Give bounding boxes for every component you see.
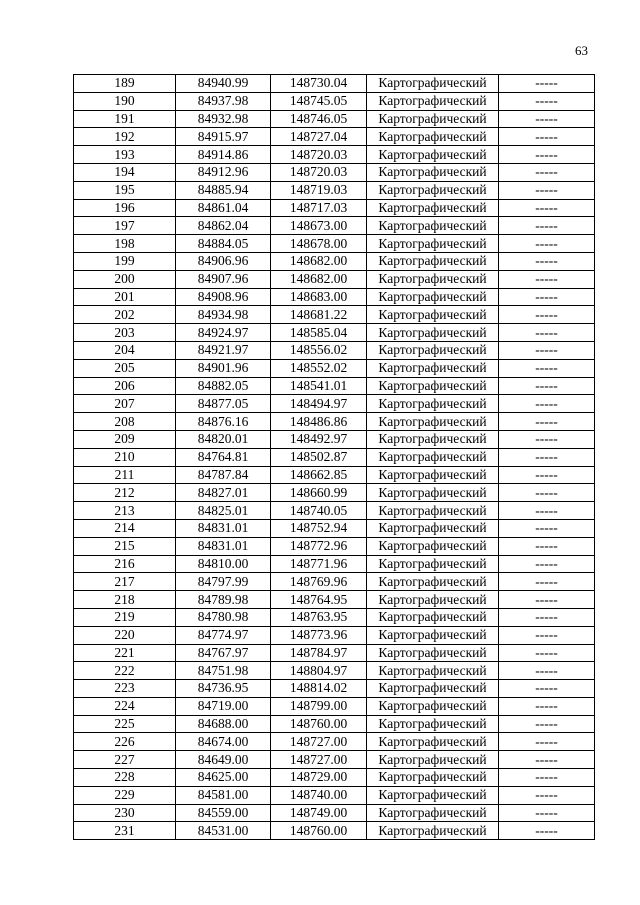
error-cell: -----	[499, 573, 595, 591]
error-cell: -----	[499, 128, 595, 146]
table-row	[74, 395, 595, 413]
table-row	[74, 804, 595, 822]
point-number-cell: 211	[74, 466, 176, 484]
y-coordinate-cell: 148673.00	[271, 217, 367, 235]
x-coordinate-cell: 84751.98	[176, 662, 271, 680]
table-row	[74, 608, 595, 626]
x-coordinate-cell: 84921.97	[176, 341, 271, 359]
x-coordinate-cell: 84820.01	[176, 430, 271, 448]
method-cell: Картографический	[367, 252, 499, 270]
point-number-cell: 229	[74, 786, 176, 804]
x-coordinate-cell: 84912.96	[176, 163, 271, 181]
y-coordinate-cell: 148772.96	[271, 537, 367, 555]
y-coordinate-cell: 148719.03	[271, 181, 367, 199]
method-cell: Картографический	[367, 306, 499, 324]
y-coordinate-cell: 148552.02	[271, 359, 367, 377]
table-row	[74, 786, 595, 804]
method-cell: Картографический	[367, 644, 499, 662]
y-coordinate-cell: 148660.99	[271, 484, 367, 502]
method-cell: Картографический	[367, 751, 499, 769]
method-cell: Картографический	[367, 484, 499, 502]
table-row	[74, 341, 595, 359]
x-coordinate-cell: 84906.96	[176, 252, 271, 270]
x-coordinate-cell: 84719.00	[176, 697, 271, 715]
point-number-cell: 197	[74, 217, 176, 235]
y-coordinate-cell: 148683.00	[271, 288, 367, 306]
y-coordinate-cell: 148804.97	[271, 662, 367, 680]
x-coordinate-cell: 84767.97	[176, 644, 271, 662]
y-coordinate-cell: 148746.05	[271, 110, 367, 128]
error-cell: -----	[499, 324, 595, 342]
x-coordinate-cell: 84831.01	[176, 537, 271, 555]
method-cell: Картографический	[367, 537, 499, 555]
method-cell: Картографический	[367, 502, 499, 520]
table-row	[74, 146, 595, 164]
x-coordinate-cell: 84882.05	[176, 377, 271, 395]
table-row	[74, 359, 595, 377]
error-cell: -----	[499, 92, 595, 110]
error-cell: -----	[499, 146, 595, 164]
error-cell: -----	[499, 626, 595, 644]
point-number-cell: 220	[74, 626, 176, 644]
coordinates-table	[73, 74, 595, 840]
table-row	[74, 697, 595, 715]
x-coordinate-cell: 84531.00	[176, 822, 271, 840]
y-coordinate-cell: 148556.02	[271, 341, 367, 359]
y-coordinate-cell: 148814.02	[271, 680, 367, 698]
y-coordinate-cell: 148740.00	[271, 786, 367, 804]
error-cell: -----	[499, 680, 595, 698]
table-row	[74, 217, 595, 235]
x-coordinate-cell: 84914.86	[176, 146, 271, 164]
error-cell: -----	[499, 359, 595, 377]
table-row	[74, 644, 595, 662]
point-number-cell: 201	[74, 288, 176, 306]
table-row	[74, 324, 595, 342]
point-number-cell: 194	[74, 163, 176, 181]
point-number-cell: 199	[74, 252, 176, 270]
y-coordinate-cell: 148727.04	[271, 128, 367, 146]
x-coordinate-cell: 84688.00	[176, 715, 271, 733]
table-row	[74, 555, 595, 573]
point-number-cell: 215	[74, 537, 176, 555]
x-coordinate-cell: 84789.98	[176, 591, 271, 609]
y-coordinate-cell: 148760.00	[271, 715, 367, 733]
error-cell: -----	[499, 217, 595, 235]
table-row	[74, 92, 595, 110]
method-cell: Картографический	[367, 822, 499, 840]
x-coordinate-cell: 84884.05	[176, 235, 271, 253]
y-coordinate-cell: 148720.03	[271, 146, 367, 164]
y-coordinate-cell: 148727.00	[271, 733, 367, 751]
y-coordinate-cell: 148769.96	[271, 573, 367, 591]
x-coordinate-cell: 84876.16	[176, 413, 271, 431]
point-number-cell: 210	[74, 448, 176, 466]
error-cell: -----	[499, 235, 595, 253]
error-cell: -----	[499, 804, 595, 822]
method-cell: Картографический	[367, 555, 499, 573]
method-cell: Картографический	[367, 270, 499, 288]
method-cell: Картографический	[367, 359, 499, 377]
x-coordinate-cell: 84780.98	[176, 608, 271, 626]
point-number-cell: 227	[74, 751, 176, 769]
error-cell: -----	[499, 110, 595, 128]
table-row	[74, 199, 595, 217]
y-coordinate-cell: 148502.87	[271, 448, 367, 466]
table-row	[74, 484, 595, 502]
y-coordinate-cell: 148720.03	[271, 163, 367, 181]
method-cell: Картографический	[367, 92, 499, 110]
y-coordinate-cell: 148749.00	[271, 804, 367, 822]
x-coordinate-cell: 84831.01	[176, 519, 271, 537]
point-number-cell: 224	[74, 697, 176, 715]
method-cell: Картографический	[367, 519, 499, 537]
method-cell: Картографический	[367, 235, 499, 253]
x-coordinate-cell: 84940.99	[176, 75, 271, 93]
y-coordinate-cell: 148541.01	[271, 377, 367, 395]
error-cell: -----	[499, 377, 595, 395]
error-cell: -----	[499, 181, 595, 199]
table-row	[74, 181, 595, 199]
x-coordinate-cell: 84825.01	[176, 502, 271, 520]
point-number-cell: 204	[74, 341, 176, 359]
x-coordinate-cell: 84559.00	[176, 804, 271, 822]
point-number-cell: 214	[74, 519, 176, 537]
method-cell: Картографический	[367, 662, 499, 680]
y-coordinate-cell: 148494.97	[271, 395, 367, 413]
error-cell: -----	[499, 822, 595, 840]
point-number-cell: 203	[74, 324, 176, 342]
y-coordinate-cell: 148729.00	[271, 769, 367, 787]
error-cell: -----	[499, 591, 595, 609]
error-cell: -----	[499, 199, 595, 217]
method-cell: Картографический	[367, 786, 499, 804]
point-number-cell: 209	[74, 430, 176, 448]
table-row	[74, 377, 595, 395]
table-body	[74, 75, 595, 840]
error-cell: -----	[499, 644, 595, 662]
error-cell: -----	[499, 341, 595, 359]
y-coordinate-cell: 148486.86	[271, 413, 367, 431]
y-coordinate-cell: 148492.97	[271, 430, 367, 448]
table-row	[74, 288, 595, 306]
x-coordinate-cell: 84901.96	[176, 359, 271, 377]
point-number-cell: 189	[74, 75, 176, 93]
table-row	[74, 235, 595, 253]
y-coordinate-cell: 148799.00	[271, 697, 367, 715]
error-cell: -----	[499, 448, 595, 466]
point-number-cell: 196	[74, 199, 176, 217]
y-coordinate-cell: 148717.03	[271, 199, 367, 217]
table-row	[74, 715, 595, 733]
x-coordinate-cell: 84797.99	[176, 573, 271, 591]
method-cell: Картографический	[367, 608, 499, 626]
method-cell: Картографический	[367, 680, 499, 698]
point-number-cell: 216	[74, 555, 176, 573]
method-cell: Картографический	[367, 163, 499, 181]
y-coordinate-cell: 148678.00	[271, 235, 367, 253]
error-cell: -----	[499, 484, 595, 502]
method-cell: Картографический	[367, 448, 499, 466]
table-row	[74, 519, 595, 537]
table-row	[74, 502, 595, 520]
method-cell: Картографический	[367, 181, 499, 199]
error-cell: -----	[499, 537, 595, 555]
x-coordinate-cell: 84625.00	[176, 769, 271, 787]
method-cell: Картографический	[367, 573, 499, 591]
point-number-cell: 198	[74, 235, 176, 253]
y-coordinate-cell: 148740.05	[271, 502, 367, 520]
method-cell: Картографический	[367, 626, 499, 644]
error-cell: -----	[499, 413, 595, 431]
table-row	[74, 413, 595, 431]
point-number-cell: 202	[74, 306, 176, 324]
y-coordinate-cell: 148662.85	[271, 466, 367, 484]
error-cell: -----	[499, 662, 595, 680]
method-cell: Картографический	[367, 715, 499, 733]
table-row	[74, 448, 595, 466]
error-cell: -----	[499, 519, 595, 537]
table-row	[74, 430, 595, 448]
y-coordinate-cell: 148760.00	[271, 822, 367, 840]
x-coordinate-cell: 84861.04	[176, 199, 271, 217]
method-cell: Картографический	[367, 217, 499, 235]
table-row	[74, 75, 595, 93]
x-coordinate-cell: 84934.98	[176, 306, 271, 324]
y-coordinate-cell: 148585.04	[271, 324, 367, 342]
table-row	[74, 751, 595, 769]
error-cell: -----	[499, 288, 595, 306]
point-number-cell: 191	[74, 110, 176, 128]
y-coordinate-cell: 148681.22	[271, 306, 367, 324]
x-coordinate-cell: 84764.81	[176, 448, 271, 466]
method-cell: Картографический	[367, 769, 499, 787]
y-coordinate-cell: 148763.95	[271, 608, 367, 626]
x-coordinate-cell: 84877.05	[176, 395, 271, 413]
method-cell: Картографический	[367, 395, 499, 413]
error-cell: -----	[499, 733, 595, 751]
point-number-cell: 206	[74, 377, 176, 395]
table-row	[74, 662, 595, 680]
method-cell: Картографический	[367, 110, 499, 128]
method-cell: Картографический	[367, 413, 499, 431]
x-coordinate-cell: 84885.94	[176, 181, 271, 199]
method-cell: Картографический	[367, 697, 499, 715]
table-row	[74, 680, 595, 698]
table-row	[74, 591, 595, 609]
table-row	[74, 163, 595, 181]
x-coordinate-cell: 84908.96	[176, 288, 271, 306]
table-row	[74, 110, 595, 128]
error-cell: -----	[499, 163, 595, 181]
y-coordinate-cell: 148730.04	[271, 75, 367, 93]
table-row	[74, 537, 595, 555]
point-number-cell: 190	[74, 92, 176, 110]
point-number-cell: 213	[74, 502, 176, 520]
point-number-cell: 205	[74, 359, 176, 377]
point-number-cell: 226	[74, 733, 176, 751]
table-row	[74, 252, 595, 270]
x-coordinate-cell: 84774.97	[176, 626, 271, 644]
point-number-cell: 222	[74, 662, 176, 680]
table-row	[74, 769, 595, 787]
error-cell: -----	[499, 502, 595, 520]
error-cell: -----	[499, 769, 595, 787]
point-number-cell: 225	[74, 715, 176, 733]
point-number-cell: 212	[74, 484, 176, 502]
method-cell: Картографический	[367, 377, 499, 395]
y-coordinate-cell: 148773.96	[271, 626, 367, 644]
method-cell: Картографический	[367, 466, 499, 484]
point-number-cell: 228	[74, 769, 176, 787]
point-number-cell: 231	[74, 822, 176, 840]
y-coordinate-cell: 148682.00	[271, 270, 367, 288]
table-row	[74, 306, 595, 324]
point-number-cell: 208	[74, 413, 176, 431]
method-cell: Картографический	[367, 341, 499, 359]
point-number-cell: 193	[74, 146, 176, 164]
error-cell: -----	[499, 608, 595, 626]
y-coordinate-cell: 148784.97	[271, 644, 367, 662]
point-number-cell: 217	[74, 573, 176, 591]
table-row	[74, 733, 595, 751]
method-cell: Картографический	[367, 591, 499, 609]
x-coordinate-cell: 84649.00	[176, 751, 271, 769]
table-row	[74, 128, 595, 146]
x-coordinate-cell: 84937.98	[176, 92, 271, 110]
x-coordinate-cell: 84787.84	[176, 466, 271, 484]
point-number-cell: 195	[74, 181, 176, 199]
x-coordinate-cell: 84907.96	[176, 270, 271, 288]
table-row	[74, 626, 595, 644]
error-cell: -----	[499, 697, 595, 715]
method-cell: Картографический	[367, 288, 499, 306]
method-cell: Картографический	[367, 199, 499, 217]
method-cell: Картографический	[367, 733, 499, 751]
point-number-cell: 200	[74, 270, 176, 288]
error-cell: -----	[499, 786, 595, 804]
error-cell: -----	[499, 306, 595, 324]
page-number: 63	[575, 43, 588, 58]
x-coordinate-cell: 84810.00	[176, 555, 271, 573]
x-coordinate-cell: 84674.00	[176, 733, 271, 751]
error-cell: -----	[499, 466, 595, 484]
error-cell: -----	[499, 252, 595, 270]
method-cell: Картографический	[367, 128, 499, 146]
table-row	[74, 573, 595, 591]
point-number-cell: 223	[74, 680, 176, 698]
point-number-cell: 221	[74, 644, 176, 662]
table-row	[74, 822, 595, 840]
point-number-cell: 192	[74, 128, 176, 146]
x-coordinate-cell: 84581.00	[176, 786, 271, 804]
x-coordinate-cell: 84736.95	[176, 680, 271, 698]
y-coordinate-cell: 148764.95	[271, 591, 367, 609]
error-cell: -----	[499, 751, 595, 769]
error-cell: -----	[499, 555, 595, 573]
error-cell: -----	[499, 270, 595, 288]
x-coordinate-cell: 84862.04	[176, 217, 271, 235]
method-cell: Картографический	[367, 324, 499, 342]
point-number-cell: 230	[74, 804, 176, 822]
table-row	[74, 466, 595, 484]
point-number-cell: 218	[74, 591, 176, 609]
y-coordinate-cell: 148727.00	[271, 751, 367, 769]
table-row	[74, 270, 595, 288]
y-coordinate-cell: 148752.94	[271, 519, 367, 537]
method-cell: Картографический	[367, 146, 499, 164]
y-coordinate-cell: 148682.00	[271, 252, 367, 270]
x-coordinate-cell: 84827.01	[176, 484, 271, 502]
y-coordinate-cell: 148745.05	[271, 92, 367, 110]
y-coordinate-cell: 148771.96	[271, 555, 367, 573]
point-number-cell: 207	[74, 395, 176, 413]
error-cell: -----	[499, 395, 595, 413]
x-coordinate-cell: 84932.98	[176, 110, 271, 128]
point-number-cell: 219	[74, 608, 176, 626]
error-cell: -----	[499, 715, 595, 733]
method-cell: Картографический	[367, 430, 499, 448]
x-coordinate-cell: 84915.97	[176, 128, 271, 146]
method-cell: Картографический	[367, 75, 499, 93]
error-cell: -----	[499, 75, 595, 93]
method-cell: Картографический	[367, 804, 499, 822]
error-cell: -----	[499, 430, 595, 448]
x-coordinate-cell: 84924.97	[176, 324, 271, 342]
